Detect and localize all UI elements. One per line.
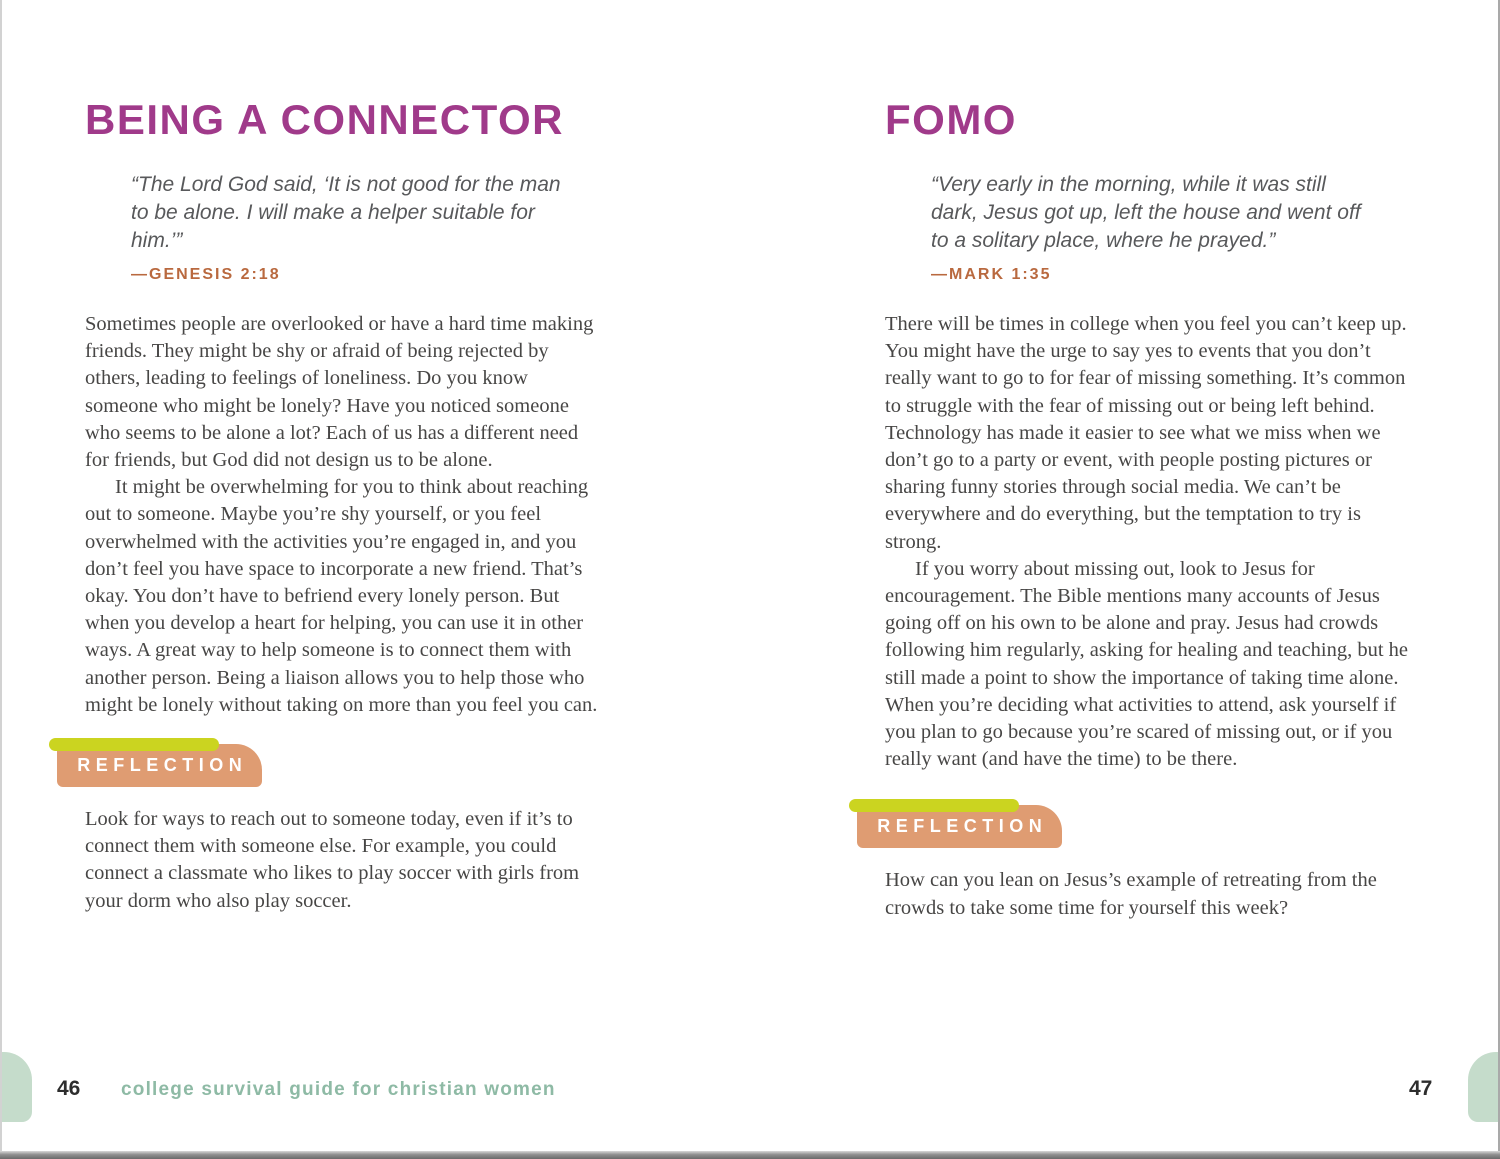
reflection-badge — [849, 799, 1099, 852]
page-left — [77, 96, 601, 935]
paragraph: Sometimes people are overlooked or have a hard time making friends. They might be shy or afraid of being rejected by others, leading to feelings of loneliness. Do you know someone who might be lonely? Have you noticed someone who seems to be alone a lot? Each of us has a different need for friends, but God did not design us to be alone. — [85, 313, 594, 472]
page-number-right: 47 — [1409, 1077, 1433, 1100]
paragraph: There will be times in college when you feel you can’t keep up. You might have the urge to say yes to events that you don’t really want to go to for fear of missing something. It’s common to struggle with the fear of missing out or being left behind. Technology has made it easier to see what we miss when we don’t go to a party or event, with people posting pictures or sharing funny stories through social media. We can’t be everywhere and do everything, but the temptation to try is strong. — [885, 313, 1407, 553]
reflection-label: REFLECTION — [57, 744, 262, 787]
corner-tab-right — [1468, 1052, 1498, 1122]
highlight-bar — [849, 799, 1019, 812]
scan-edge-left — [0, 0, 2, 1159]
scan-bottom-bar — [0, 1151, 1500, 1159]
corner-tab-left — [2, 1052, 32, 1122]
reflection-text: Look for ways to reach out to someone today, even if it’s to connect them with someone else. For example, you could connect a classmate who likes to play soccer with girls from your dorm who also play soccer. — [85, 808, 580, 912]
quote-citation: —MARK 1:35 — [931, 266, 1052, 283]
body-text — [885, 311, 1421, 773]
chapter-title: BEING A CONNECTOR — [85, 96, 564, 143]
running-footer-title: college survival guide for christian women — [121, 1079, 556, 1100]
page-right — [877, 96, 1421, 942]
reflection-label: REFLECTION — [857, 805, 1062, 848]
highlight-bar — [49, 738, 219, 751]
page-number-left: 46 — [57, 1077, 81, 1100]
quote-text: “Very early in the morning, while it was still dark, Jesus got up, left the house and went off to a solitary place, where he prayed.” — [931, 173, 1361, 252]
paragraph: It might be overwhelming for you to think about reaching out to someone. Maybe you’re shy yourself, or you feel overwhelmed with the activities you’re engaged in, and you don’t feel you have space to incorporate a new friend. That’s okay. You don’t have to befriend every lonely person. But when you develop a heart for helping, you can use it in other ways. A great way to help someone is to connect them with another person. Being a liaison allows you to help those who might be lonely without taking on more than you feel you can. — [85, 476, 598, 716]
quote-text: “The Lord God said, ‘It is not good for the man to be alone. I will make a helper suitable for him.’” — [131, 173, 561, 252]
quote-citation: —GENESIS 2:18 — [131, 266, 281, 283]
reflection-text: How can you lean on Jesus’s example of retreating from the crowds to take some time for yourself this week? — [885, 869, 1377, 919]
scripture-quote — [931, 171, 1421, 284]
reflection-badge — [49, 738, 299, 791]
chapter-title: FOMO — [885, 96, 1017, 143]
paragraph: If you worry about missing out, look to Jesus for encouragement. The Bible mentions many accounts of Jesus going off on his own to be alone and pray. Jesus had crowds following him regularly, asking for healing and teaching, but he still made a point to show the importance of taking time alone. When you’re deciding what activities to attend, ask yourself if you plan to go because you’re scared of missing out, or if you really want (and have the time) to be there. — [885, 557, 1408, 771]
scripture-quote — [131, 171, 601, 284]
body-text — [85, 311, 601, 719]
